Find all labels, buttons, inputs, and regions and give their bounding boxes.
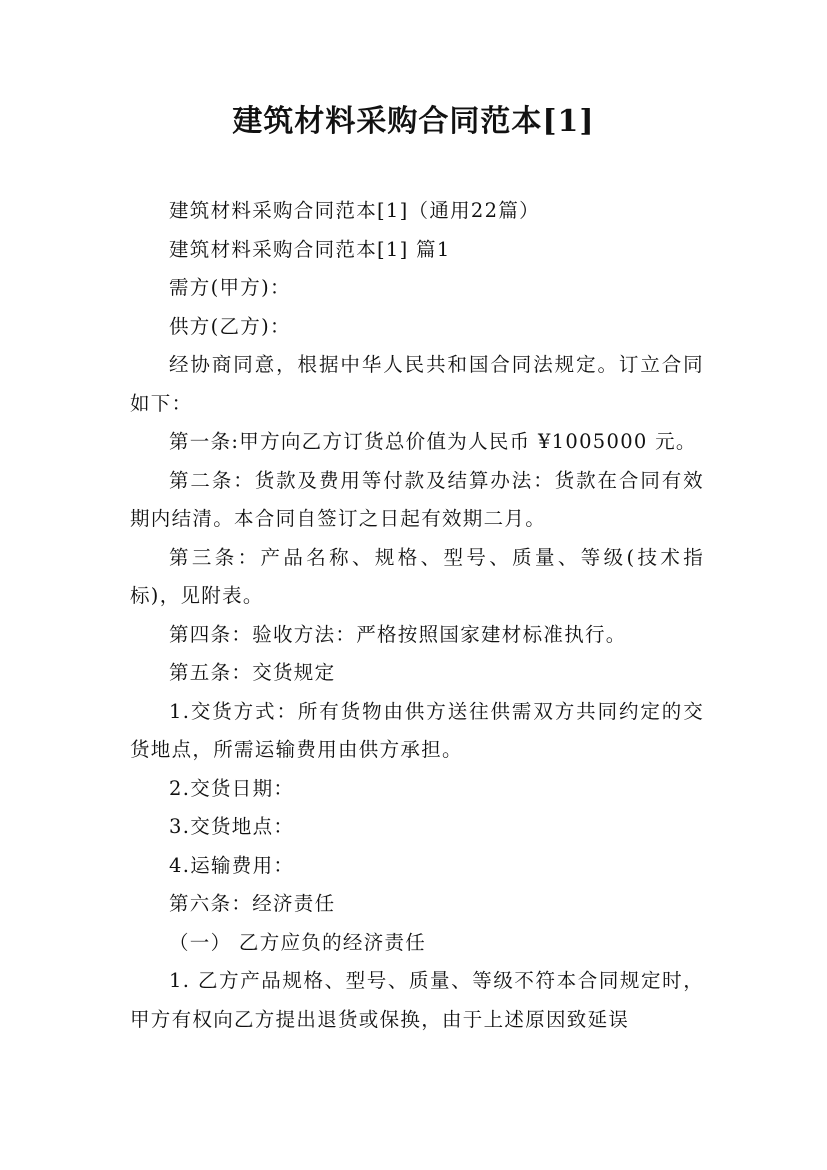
paragraph: 第一条:甲方向乙方订货总价值为人民币 ¥1005000 元。 [169,430,697,453]
paragraph: 需方(甲方)： [169,276,291,299]
paragraph: 供方(乙方)： [169,314,291,338]
paragraph: 第三条：产品名称、规格、型号、质量、等级(技术指标)，见附表。 [130,545,704,607]
paragraph: 3.交货地点： [169,815,295,838]
paragraph: 第四条：验收方法：严格按照国家建材标准执行。 [169,622,627,646]
paragraph: 建筑材料采购合同范本[1]（通用22篇） [169,199,540,222]
document-body [130,192,704,1039]
paragraph: 2.交货日期： [169,776,295,800]
paragraph: 第五条：交货规定 [169,661,336,684]
paragraph: （一） 乙方应负的经济责任 [169,930,427,954]
paragraph: 4.运输费用： [169,853,295,877]
paragraph: 1.交货方式：所有货物由供方送往供需双方共同约定的交货地点，所需运输费用由供方承担。 [130,699,704,761]
paragraph: 建筑材料采购合同范本[1] 篇1 [169,237,451,261]
document-title: 建筑材料采购合同范本[1] [232,104,595,139]
paragraph: 第六条：经济责任 [169,892,336,915]
paragraph: 经协商同意，根据中华人民共和国合同法规定。订立合同如下： [130,353,704,415]
paragraph: 第二条：货款及费用等付款及结算办法：货款在合同有效期内结清。本合同自签订之日起有效期二月。 [130,468,704,530]
paragraph: 1. 乙方产品规格、型号、质量、等级不符本合同规定时，甲方有权向乙方提出退货或保换，由于上述原因致延误 [130,969,704,1031]
